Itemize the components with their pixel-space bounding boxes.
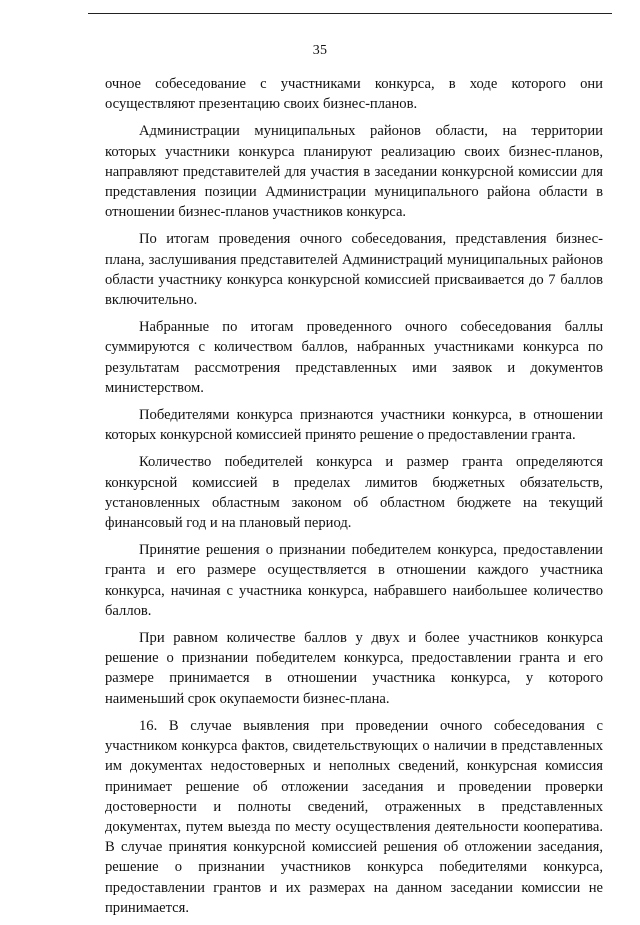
top-rule	[88, 13, 612, 14]
paragraph-winners: Победителями конкурса признаются участники конкурса, в отношении которых конкурсной комиссией принято решение о предоставлении гранта.	[105, 407, 603, 444]
paragraph-decision: Принятие решения о признании победителем конкурса, предоставлении гранта и его размере осуществляется в отношении каждого участника конкурса, начиная с участника конкурса, набравшего наибольшее количество баллов.	[105, 542, 603, 619]
paragraph-administrations: Администрации муниципальных районов области, на территории которых участники конкурса планируют реализацию своих бизнес-планов, направляют представителей для участия в заседании конкурсной комиссии для представления позиции Администрации муниципального района области в отношении бизнес-планов участников конкурса.	[105, 123, 603, 221]
paragraph-equal-points: При равном количестве баллов у двух и более участников конкурса решение о признании победителем конкурса, предоставлении гранта и его размере принимается в отношении участника конкурса, у которого наименьший срок окупаемости бизнес-плана.	[105, 630, 603, 707]
paragraph-sum-points: Набранные по итогам проведенного очного собеседования баллы суммируются с количеством баллов, набранных участниками конкурса по результатам рассмотрения представленных ими заявок и документов министерством.	[105, 319, 603, 396]
paragraph-scoring: По итогам проведения очного собеседования, представления бизнес-плана, заслушивания представителей Администраций муниципальных районов области участнику конкурса конкурсной комиссией присваивается до 7 баллов включительно.	[105, 231, 603, 309]
page-number: 35	[312, 43, 328, 58]
document-body	[105, 74, 603, 925]
paragraph-continuation: очное собеседование с участниками конкурса, в ходе которого они осуществляют презентацию своих бизнес-планов.	[105, 76, 603, 113]
paragraph-item-16: 16. В случае выявления при проведении очного собеседования с участником конкурса фактов, свидетельствующих о наличии в представленных им документах недостоверных и неполных сведений, конкурсная комиссия принимает решение об отложении заседания и проведении проверки достоверности и полноты сведений, отраженных в представленных документах, путем выезда по месту осуществления деятельности кооператива. В случае принятия конкурсной комиссией решения об отложении заседания, решение о признании участников конкурса победителями конкурса, предоставлении грантов и их размерах на данном заседании комиссии не принимается.	[105, 717, 603, 916]
paragraph-winner-count: Количество победителей конкурса и размер гранта определяются конкурсной комиссией в пределах лимитов бюджетных обязательств, установленных областным законом об областном бюджете на текущий финансовый год и на плановый период.	[105, 454, 603, 532]
